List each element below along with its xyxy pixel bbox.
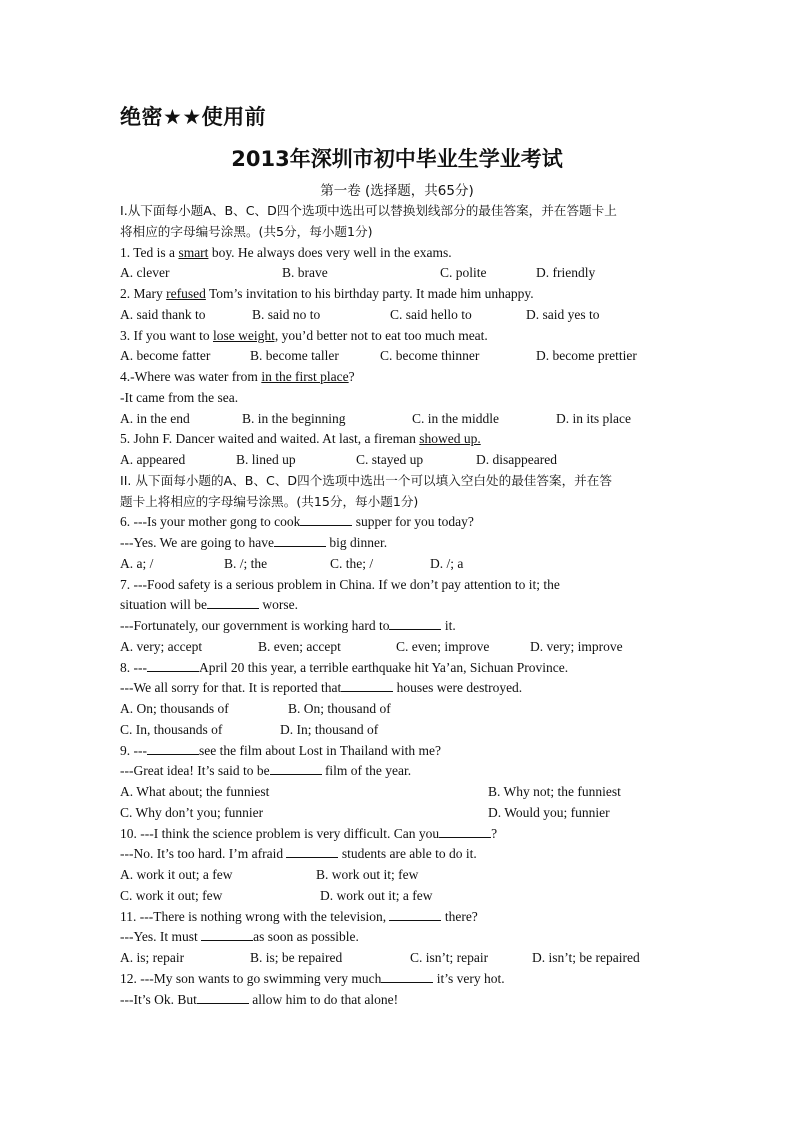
question-10-reply: ---No. It’s too hard. I’m afraid students are able to do it.: [120, 846, 477, 862]
option-a: A. On; thousands of: [120, 701, 229, 716]
question-7: 7. ---Food safety is a serious problem in China. If we don’t pay attention to it; the: [120, 576, 560, 592]
answer-blank: [274, 535, 326, 547]
question-8-reply: ---We all sorry for that. It is reported that houses were destroyed.: [120, 680, 523, 696]
question-10: 10. ---I think the science problem is very difficult. Can you ?: [120, 825, 498, 841]
question-4-options: [120, 409, 680, 430]
question-11-reply: ---Yes. It must as soon as possible.: [120, 929, 359, 945]
question-8-options-row1: [120, 699, 680, 720]
underlined-phrase: in the first place: [261, 369, 349, 384]
underlined-phrase: refused: [166, 286, 206, 301]
option-a: A. a; /: [120, 555, 154, 571]
option-c: C. Why don’t you; funnier: [120, 804, 264, 820]
answer-blank: [147, 743, 199, 755]
question-9-options-row2: [120, 803, 680, 824]
option-c: C. the; /: [330, 555, 374, 571]
option-d: D. very; improve: [530, 638, 623, 654]
question-2-options: [120, 305, 680, 326]
option-b: B. become taller: [250, 348, 339, 364]
answer-blank: [381, 971, 433, 983]
option-a: A. is; repair: [120, 950, 185, 965]
option-d: D. in its place: [556, 410, 631, 426]
question-1-options: [120, 263, 680, 284]
option-d: D. /; a: [430, 555, 464, 571]
question-9-options-row1: [120, 782, 680, 803]
answer-blank: [286, 846, 338, 858]
question-4-answer: -It came from the sea.: [120, 389, 239, 405]
option-a: A. said thank to: [120, 306, 206, 322]
option-b: B. in the beginning: [242, 410, 346, 426]
option-d: D. In; thousand of: [280, 721, 379, 737]
question-8: 8. --- April 20 this year, a terrible earthquake hit Ya’an, Sichuan Province.: [120, 659, 569, 675]
option-c: C. In, thousands of: [120, 721, 223, 737]
option-d: D. disappeared: [476, 452, 557, 467]
question-5-options: [120, 450, 680, 471]
question-7-options: [120, 637, 680, 658]
option-b: B. is; be repaired: [250, 950, 343, 965]
question-7-cont: situation will be worse.: [120, 597, 298, 613]
exam-content: [120, 201, 680, 1010]
question-7-reply: ---Fortunately, our government is working hard to it.: [120, 618, 456, 633]
option-c: C. stayed up: [356, 452, 424, 467]
option-d: D. friendly: [536, 265, 596, 281]
answer-blank: [389, 618, 441, 630]
option-a: A. become fatter: [120, 348, 211, 364]
option-a: A. work it out; a few: [120, 867, 233, 882]
question-11: 11. ---There is nothing wrong with the television, there?: [120, 908, 478, 924]
option-d: D. Would you; funnier: [488, 804, 610, 820]
question-3-options: [120, 346, 680, 367]
question-2: 2. Mary refused Tom’s invitation to his birthday party. It made him unhappy.: [120, 286, 534, 301]
question-9: 9. --- see the film about Lost in Thailand with me?: [120, 742, 441, 758]
option-a: A. What about; the funniest: [120, 784, 270, 799]
option-b: B. brave: [282, 265, 328, 281]
question-10-options-row1: [120, 865, 680, 886]
question-3: 3. If you want to lose weight, you’d better not to eat too much meat.: [120, 327, 488, 343]
section2-instruction-line2: 题卡上将相应的字母编号涂黑。(共15分，每小题1分): [120, 493, 419, 509]
underlined-phrase: showed up.: [419, 431, 481, 447]
question-6-options: [120, 554, 680, 575]
question-9-reply: ---Great idea! It’s said to be film of the year.: [120, 763, 412, 779]
underlined-phrase: smart: [178, 244, 209, 260]
option-b: B. even; accept: [258, 638, 341, 654]
option-a: A. very; accept: [120, 638, 203, 654]
section2-instruction-line1: II. 从下面每小题的A、B、C、D四个选项中选出一个可以填入空白处的最佳答案，并在答: [120, 472, 612, 488]
option-c: C. even; improve: [396, 638, 490, 654]
confidential-label: 绝密★★使用前: [120, 105, 267, 129]
question-4: 4.-Where was water from in the first place?: [120, 369, 355, 384]
section1-instruction-line1: I.从下面每小题A、B、C、D四个选项中选出可以替换划线部分的最佳答案，并在答题卡上: [120, 203, 617, 218]
part-one-subtitle: 第一卷 (选择题，共65分): [320, 183, 474, 199]
answer-blank: [201, 929, 253, 941]
answer-blank: [270, 763, 322, 775]
option-a: A. appeared: [120, 452, 186, 467]
question-8-options-row2: [120, 720, 680, 741]
option-b: B. work out it; few: [316, 867, 419, 882]
answer-blank: [300, 514, 352, 526]
answer-blank: [439, 826, 491, 838]
answer-blank: [207, 597, 259, 609]
option-b: B. /; the: [224, 555, 268, 571]
question-1: 1. Ted is a smart boy. He always does very well in the exams.: [120, 244, 452, 260]
answer-blank: [341, 680, 393, 692]
question-6-reply: ---Yes. We are going to have big dinner.: [120, 535, 388, 550]
option-d: D. work out it; a few: [320, 887, 433, 903]
question-5: 5. John F. Dancer waited and waited. At last, a fireman showed up.: [120, 431, 481, 447]
option-d: D. isn’t; be repaired: [532, 950, 640, 965]
answer-blank: [389, 909, 441, 921]
answer-blank: [197, 992, 249, 1004]
option-a: A. in the end: [120, 410, 190, 426]
option-d: D. said yes to: [526, 306, 600, 322]
question-11-options: [120, 948, 680, 969]
option-c: C. polite: [440, 265, 487, 281]
option-c: C. said hello to: [390, 306, 472, 322]
option-c: C. become thinner: [380, 348, 480, 364]
section1-instruction-line2: 将相应的字母编号涂黑。(共5分，每小题1分): [120, 223, 373, 239]
option-a: A. clever: [120, 265, 170, 281]
question-12-reply: ---It’s Ok. But allow him to do that alone!: [120, 991, 399, 1007]
option-c: C. isn’t; repair: [410, 950, 489, 965]
exam-title: 2013年深圳市初中毕业生学业考试: [231, 147, 563, 171]
underlined-phrase: lose weight,: [212, 327, 279, 343]
question-6: 6. ---Is your mother gong to cook supper for you today?: [120, 514, 474, 530]
answer-blank: [147, 660, 199, 672]
option-c: C. work it out; few: [120, 887, 223, 903]
question-12: 12. ---My son wants to go swimming very much it’s very hot.: [120, 970, 505, 986]
option-c: C. in the middle: [412, 410, 499, 426]
question-10-options-row2: [120, 886, 680, 907]
option-d: D. become prettier: [536, 348, 637, 364]
option-b: B. Why not; the funniest: [488, 784, 621, 799]
option-b: B. On; thousand of: [288, 701, 391, 716]
option-b: B. said no to: [252, 306, 321, 322]
option-b: B. lined up: [236, 452, 296, 467]
